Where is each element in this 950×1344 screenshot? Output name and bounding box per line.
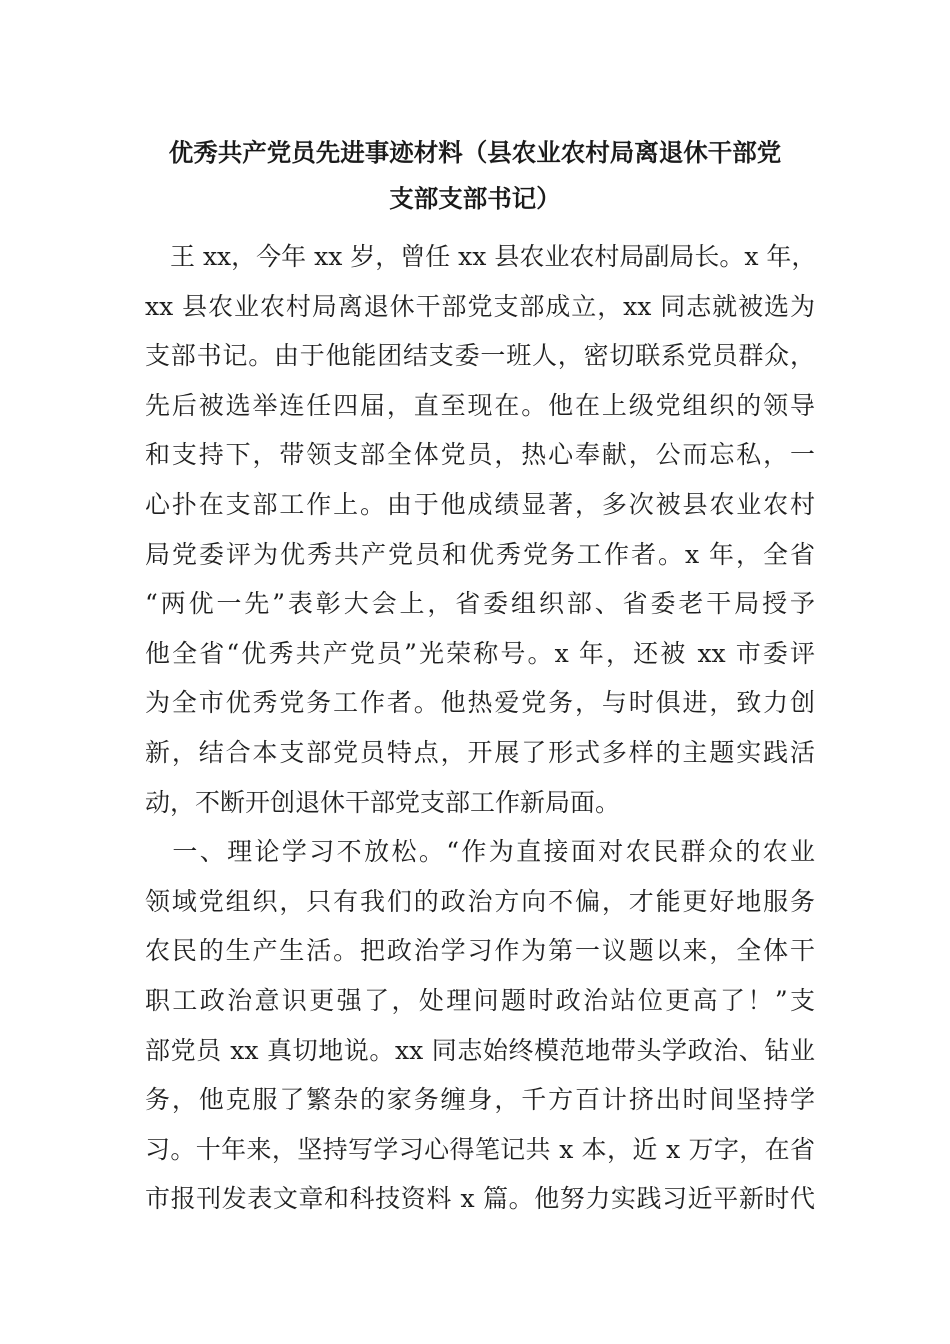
text-line: 职工政治意识更强了，处理问题时政治站位更高了！”支 [145, 985, 815, 1015]
text-line: 新，结合本支部党员特点，开展了形式多样的主题实践活 [145, 737, 815, 767]
text-line: 和支持下，带领支部全体党员，热心奉献，公而忘私，一 [145, 440, 815, 470]
document-title [140, 130, 810, 222]
text-line: 农民的生产生活。把政治学习作为第一议题以来，全体干 [145, 936, 815, 966]
text-line: 支部书记。由于他能团结支委一班人，密切联系党员群众， [145, 341, 815, 371]
text-line: 先后被选举连任四届，直至现在。他在上级党组织的领导 [145, 390, 815, 420]
text-line: 部党员 xx 真切地说。xx 同志始终模范地带头学政治、钻业 [145, 1035, 815, 1065]
text-line: xx 县农业农村局离退休干部党支部成立，xx 同志就被选为 [145, 291, 815, 321]
text-line: 务，他克服了繁杂的家务缠身，千方百计挤出时间坚持学 [145, 1085, 815, 1115]
text-line: 他全省“优秀共产党员”光荣称号。x 年，还被 xx 市委评 [145, 638, 815, 668]
paragraph-section-1 [145, 827, 815, 1224]
text-line: “两优一先”表彰大会上，省委组织部、省委老干局授予 [145, 589, 815, 619]
text-line: 局党委评为优秀共产党员和优秀党务工作者。x 年，全省 [145, 539, 815, 569]
text-line: 心扑在支部工作上。由于他成绩显著，多次被县农业农村 [145, 489, 815, 519]
text-line: 为全市优秀党务工作者。他热爱党务，与时俱进，致力创 [145, 688, 815, 718]
text-line: 习。十年来，坚持写学习心得笔记共 x 本，近 x 万字，在省 [145, 1134, 815, 1164]
document-body [145, 232, 815, 1224]
text-line: 动，不断开创退休干部党支部工作新局面。 [145, 787, 621, 817]
text-line: 领域党组织，只有我们的政治方向不偏，才能更好地服务 [145, 886, 815, 916]
text-line: 一、理论学习不放松。“作为直接面对农民群众的农业 [145, 837, 815, 867]
text-line: 王 xx，今年 xx 岁，曾任 xx 县农业农村局副局长。x 年， [145, 242, 817, 271]
title-line-1: 优秀共产党员先进事迹材料（县农业农村局离退休干部党 [168, 138, 782, 167]
title-line-2: 支部支部书记） [389, 184, 561, 213]
text-line: 市报刊发表文章和科技资料 x 篇。他努力实践习近平新时代 [145, 1184, 815, 1214]
paragraph-intro [145, 232, 815, 827]
